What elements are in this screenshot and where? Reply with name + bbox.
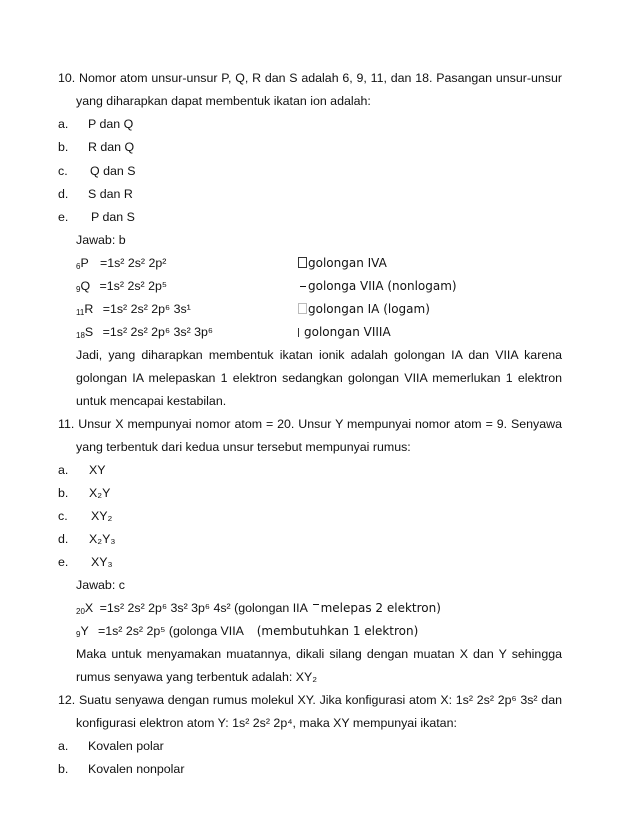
q11-stem-line1: 11. Unsur X mempunyai nomor atom = 20. Unsur Y mempunyai nomor atom = 9. Senyawa (58, 417, 562, 431)
q11-option-b: b. X₂Y (58, 486, 111, 500)
q10-option-d: d. S dan R (58, 187, 133, 201)
q10-explanation-line2: golongan IA melepaskan 1 elektron sedangkan golongan VIIA memerlukan 1 elektron (76, 371, 562, 385)
q10-config-r: 11R =1s² 2s² 2p⁶ 3s¹ golongan IA (logam) (76, 302, 430, 317)
q11-explanation-line2: rumus senyawa yang terbentuk adalah: XY₂ (76, 670, 318, 684)
q11-option-d: d. X₂Y₃ (58, 532, 116, 546)
q10-explanation-line3: untuk mencapai kestabilan. (76, 394, 227, 408)
q10-number: 10. (58, 71, 76, 85)
placeholder-glyph-icon (298, 257, 307, 268)
q11-config-x: 20X =1s² 2s² 2p⁶ 3s² 3p⁶ 4s² (golongan IIA melepas 2 elektron) (76, 601, 441, 616)
q11-option-a: a. XY (58, 463, 106, 477)
q10-stem-line1: 10. Nomor atom unsur-unsur P, Q, R dan S adalah 6, 9, 11, dan 18. Pasangan unsur-unsur (58, 71, 562, 85)
q10-option-a: a. P dan Q (58, 117, 134, 131)
q11-explanation-line1: Maka untuk menyamakan muatannya, dikali silang dengan muatan X dan Y sehingga (76, 647, 562, 661)
q11-answer: Jawab: c (76, 578, 125, 592)
q10-option-b: b. R dan Q (58, 140, 135, 154)
q10-config-s: 18S =1s² 2s² 2p⁶ 3s² 3p⁶ golongan VIIIA (76, 325, 391, 340)
q10-config-p: 6P =1s² 2s² 2p² golongan IVA (76, 256, 387, 271)
q12-stem-line1: 12. Suatu senyawa dengan rumus molekul XY. Jika konfigurasi atom X: 1s² 2s² 2p⁶ 3s² dan (58, 693, 562, 707)
q11-option-c: c. XY₂ (58, 509, 113, 523)
q11-number: 11. (58, 417, 75, 431)
q10-answer: Jawab: b (76, 233, 126, 247)
placeholder-glyph-icon (298, 303, 307, 314)
q10-config-q: 9Q =1s² 2s² 2p⁵ golonga VIIA (nonlogam) (76, 279, 457, 294)
placeholder-glyph-icon (298, 328, 301, 337)
arrow-dash-icon (313, 604, 319, 605)
q12-option-b: b. Kovalen nonpolar (58, 762, 185, 776)
q10-stem-line2: yang diharapkan dapat membentuk ikatan ion adalah: (76, 94, 371, 108)
q12-number: 12. (58, 693, 76, 707)
q11-config-y: 9Y =1s² 2s² 2p⁵ (golonga VIIA (membutuhkan 1 elektron) (76, 624, 419, 639)
q11-stem-line2: yang terbentuk dari kedua unsur tersebut mempunyai rumus: (76, 440, 411, 454)
q10-option-c: c. Q dan S (58, 164, 136, 178)
q11-option-e: e. XY₃ (58, 555, 113, 569)
q12-stem-line2: konfigurasi elektron atom Y: 1s² 2s² 2p⁴, maka XY mempunyai ikatan: (76, 716, 457, 730)
q10-option-e: e. P dan S (58, 210, 135, 224)
q10-explanation-line1: Jadi, yang diharapkan membentuk ikatan ionik adalah golongan IA dan VIIA karena (76, 348, 562, 362)
q12-option-a: a. Kovalen polar (58, 739, 164, 753)
arrow-dash-icon (300, 286, 306, 287)
